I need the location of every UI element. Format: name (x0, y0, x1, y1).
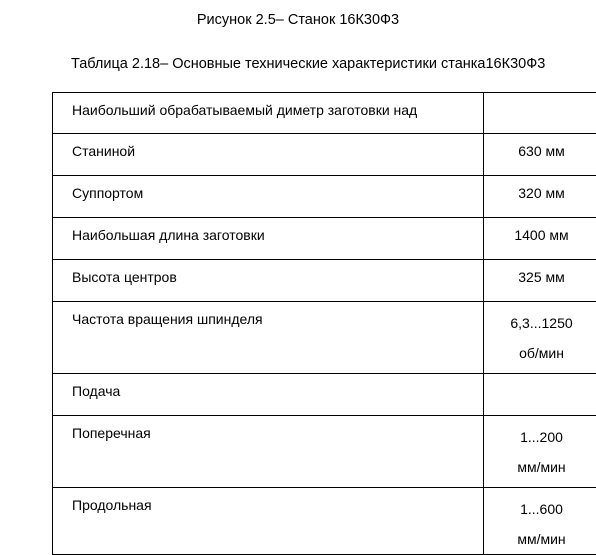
table-row (53, 218, 596, 260)
table-row (53, 416, 596, 488)
row-value: 630 мм (484, 134, 596, 162)
row-value-cell (484, 374, 596, 416)
table-row (53, 488, 596, 555)
row-value (484, 374, 596, 380)
row-name: Подача (72, 374, 483, 402)
row-name: Высота центров (72, 260, 483, 288)
row-name: Продольная (72, 488, 483, 516)
table-row (53, 374, 596, 416)
row-value-unit: мм/мин (484, 524, 596, 554)
row-name: Наибольшая длина заготовки (72, 218, 483, 246)
row-name-cell (53, 374, 484, 416)
table-row (53, 302, 596, 374)
row-value-cell (484, 93, 596, 134)
row-name-cell (53, 260, 484, 302)
row-value (484, 416, 596, 482)
row-value (484, 488, 596, 554)
row-name: Станиной (72, 134, 483, 162)
table-row (53, 260, 596, 302)
row-value-unit: мм/мин (484, 452, 596, 482)
row-value-cell (484, 218, 596, 260)
row-name-cell (53, 93, 484, 134)
row-value: 320 мм (484, 176, 596, 204)
row-value-cell (484, 302, 596, 374)
figure-caption: Рисунок 2.5– Станок 16К30Ф3 (0, 12, 596, 28)
row-value-cell (484, 416, 596, 488)
row-name: Поперечная (72, 416, 483, 444)
row-name-cell (53, 302, 484, 374)
row-value-line: 6,3...1250 (484, 308, 596, 338)
row-name: Частота вращения шпинделя (72, 302, 483, 330)
row-value: 325 мм (484, 260, 596, 288)
row-value-cell (484, 260, 596, 302)
row-value-cell (484, 176, 596, 218)
table-row (53, 176, 596, 218)
row-name-cell (53, 416, 484, 488)
row-value (484, 302, 596, 368)
row-name: Суппортом (72, 176, 483, 204)
table-title: Таблица 2.18– Основные технические характеристики станка16К30Ф3 (71, 56, 545, 72)
row-value (484, 93, 596, 99)
row-value-unit: об/мин (484, 338, 596, 368)
row-value-cell (484, 488, 596, 555)
row-name: Наибольший обрабатываемый диметр заготовки над (72, 93, 483, 121)
row-value-line: 1...600 (484, 494, 596, 524)
table-row (53, 93, 596, 134)
row-value-line: 1...200 (484, 422, 596, 452)
table-row (53, 134, 596, 176)
row-value-cell (484, 134, 596, 176)
row-name-cell (53, 134, 484, 176)
row-name-cell (53, 218, 484, 260)
row-name-cell (53, 488, 484, 555)
row-value: 1400 мм (484, 218, 596, 246)
row-name-cell (53, 176, 484, 218)
specifications-table (52, 92, 596, 555)
